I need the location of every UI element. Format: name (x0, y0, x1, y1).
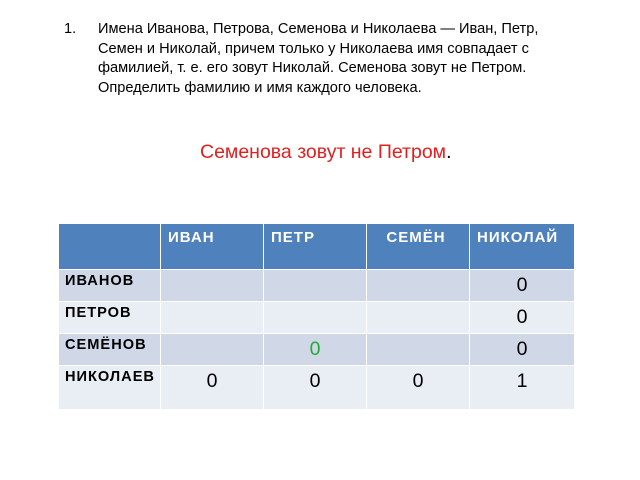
row-label-semenov: СЕМЁНОВ (59, 334, 161, 366)
cell-nikolaev-petr: 0 (264, 366, 367, 410)
header-corner (59, 224, 161, 270)
cell-petrov-nikolai: 0 (470, 302, 575, 334)
cell-petrov-semen (367, 302, 470, 334)
hint-period: . (446, 141, 452, 163)
cell-semenov-semen (367, 334, 470, 366)
cell-petrov-ivan (161, 302, 264, 334)
table-header-row (59, 224, 575, 270)
table-row (59, 302, 575, 334)
header-nikolai: НИКОЛАЙ (470, 224, 575, 270)
table-row (59, 270, 575, 302)
cell-ivanov-nikolai: 0 (470, 270, 575, 302)
task-text: Имена Иванова, Петрова, Семенова и Николаева — Иван, Петр, Семен и Николай, причем только у Николаева имя совпадает с фамилией, т. е. его зовут Николай. Семенова зовут не Петром. Определить фамилию и имя каждого человека. (98, 21, 539, 96)
header-ivan: ИВАН (161, 224, 264, 270)
cell-semenov-petr: 0 (264, 334, 367, 366)
task-statement (64, 20, 584, 98)
cell-nikolaev-nikolai: 1 (470, 366, 575, 410)
row-label-nikolaev: НИКОЛАЕВ (59, 366, 161, 410)
hint-red-text: Семенова зовут не Петром (200, 141, 447, 163)
cell-ivanov-semen (367, 270, 470, 302)
cell-semenov-ivan (161, 334, 264, 366)
task-number: 1. (64, 21, 77, 37)
cell-ivanov-petr (264, 270, 367, 302)
row-label-ivanov: ИВАНОВ (59, 270, 161, 302)
header-semen: СЕМЁН (367, 224, 470, 270)
row-label-petrov: ПЕТРОВ (59, 302, 161, 334)
table-row (59, 366, 575, 410)
cell-ivanov-ivan (161, 270, 264, 302)
cell-petrov-petr (264, 302, 367, 334)
cell-semenov-nikolai: 0 (470, 334, 575, 366)
cell-nikolaev-ivan: 0 (161, 366, 264, 410)
table-row (59, 334, 575, 366)
header-petr: ПЕТР (264, 224, 367, 270)
hint-line (200, 141, 452, 164)
cell-nikolaev-semen: 0 (367, 366, 470, 410)
names-table (58, 223, 575, 410)
